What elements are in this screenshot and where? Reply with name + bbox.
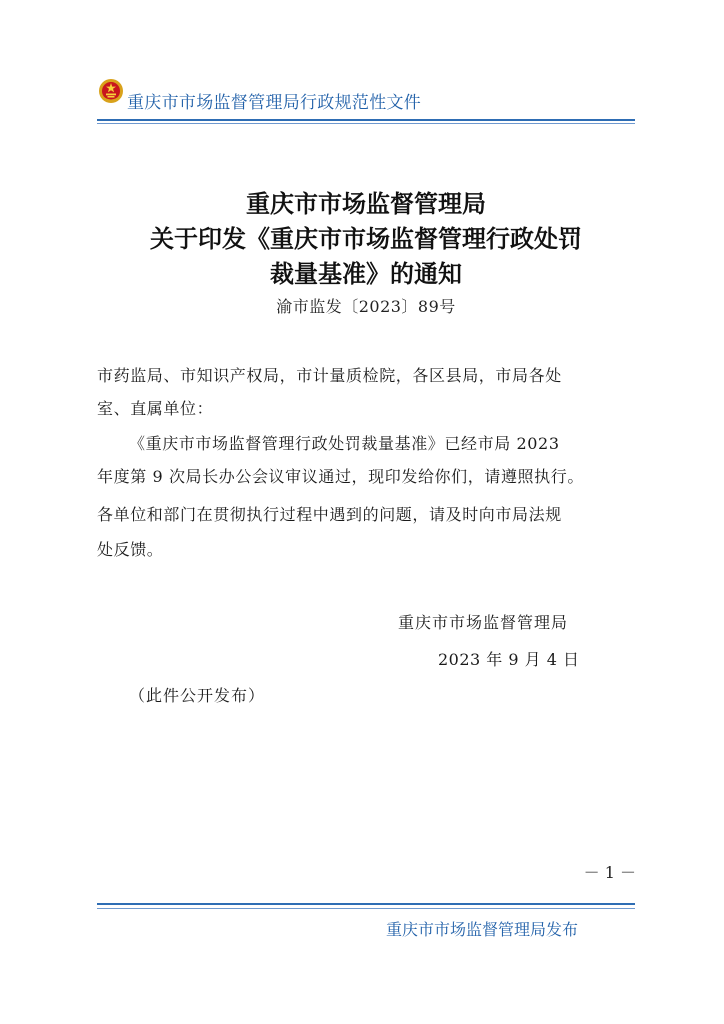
document-title-line-1: 重庆市市场监督管理局 (246, 189, 486, 218)
page-number: － 1 － (583, 863, 636, 882)
body-line: 各单位和部门在贯彻执行过程中遇到的问题，请及时向市局法规 (97, 505, 562, 524)
body-line: 年度第 9 次局长办公会议审议通过，现印发给你们，请遵照执行。 (97, 467, 584, 486)
body-line: 室、直属单位： (97, 399, 214, 418)
public-release-note: （此件公开发布） (129, 686, 266, 705)
document-title-line-3: 裁量基准》的通知 (270, 259, 462, 288)
footer-divider-thin (97, 908, 635, 909)
national-emblem-icon (98, 78, 124, 104)
body-line: 市药监局、市知识产权局，市计量质检院，各区县局，市局各处 (97, 366, 562, 385)
header-divider (97, 119, 635, 121)
document-title-line-2: 关于印发《重庆市市场监督管理行政处罚 (150, 224, 582, 253)
signature-date: 2023 年 9 月 4 日 (438, 650, 580, 669)
footer-publisher: 重庆市市场监督管理局发布 (386, 920, 579, 939)
body-line: 处反馈。 (97, 540, 164, 559)
header-title: 重庆市市场监督管理局行政规范性文件 (127, 93, 422, 113)
body-line: 《重庆市市场监督管理行政处罚裁量基准》已经市局 2023 (129, 434, 560, 453)
document-number: 渝市监发〔2023〕89号 (276, 297, 456, 316)
header-divider-thin (97, 123, 635, 124)
signature-organization: 重庆市市场监督管理局 (398, 613, 569, 632)
footer-divider (97, 903, 635, 905)
